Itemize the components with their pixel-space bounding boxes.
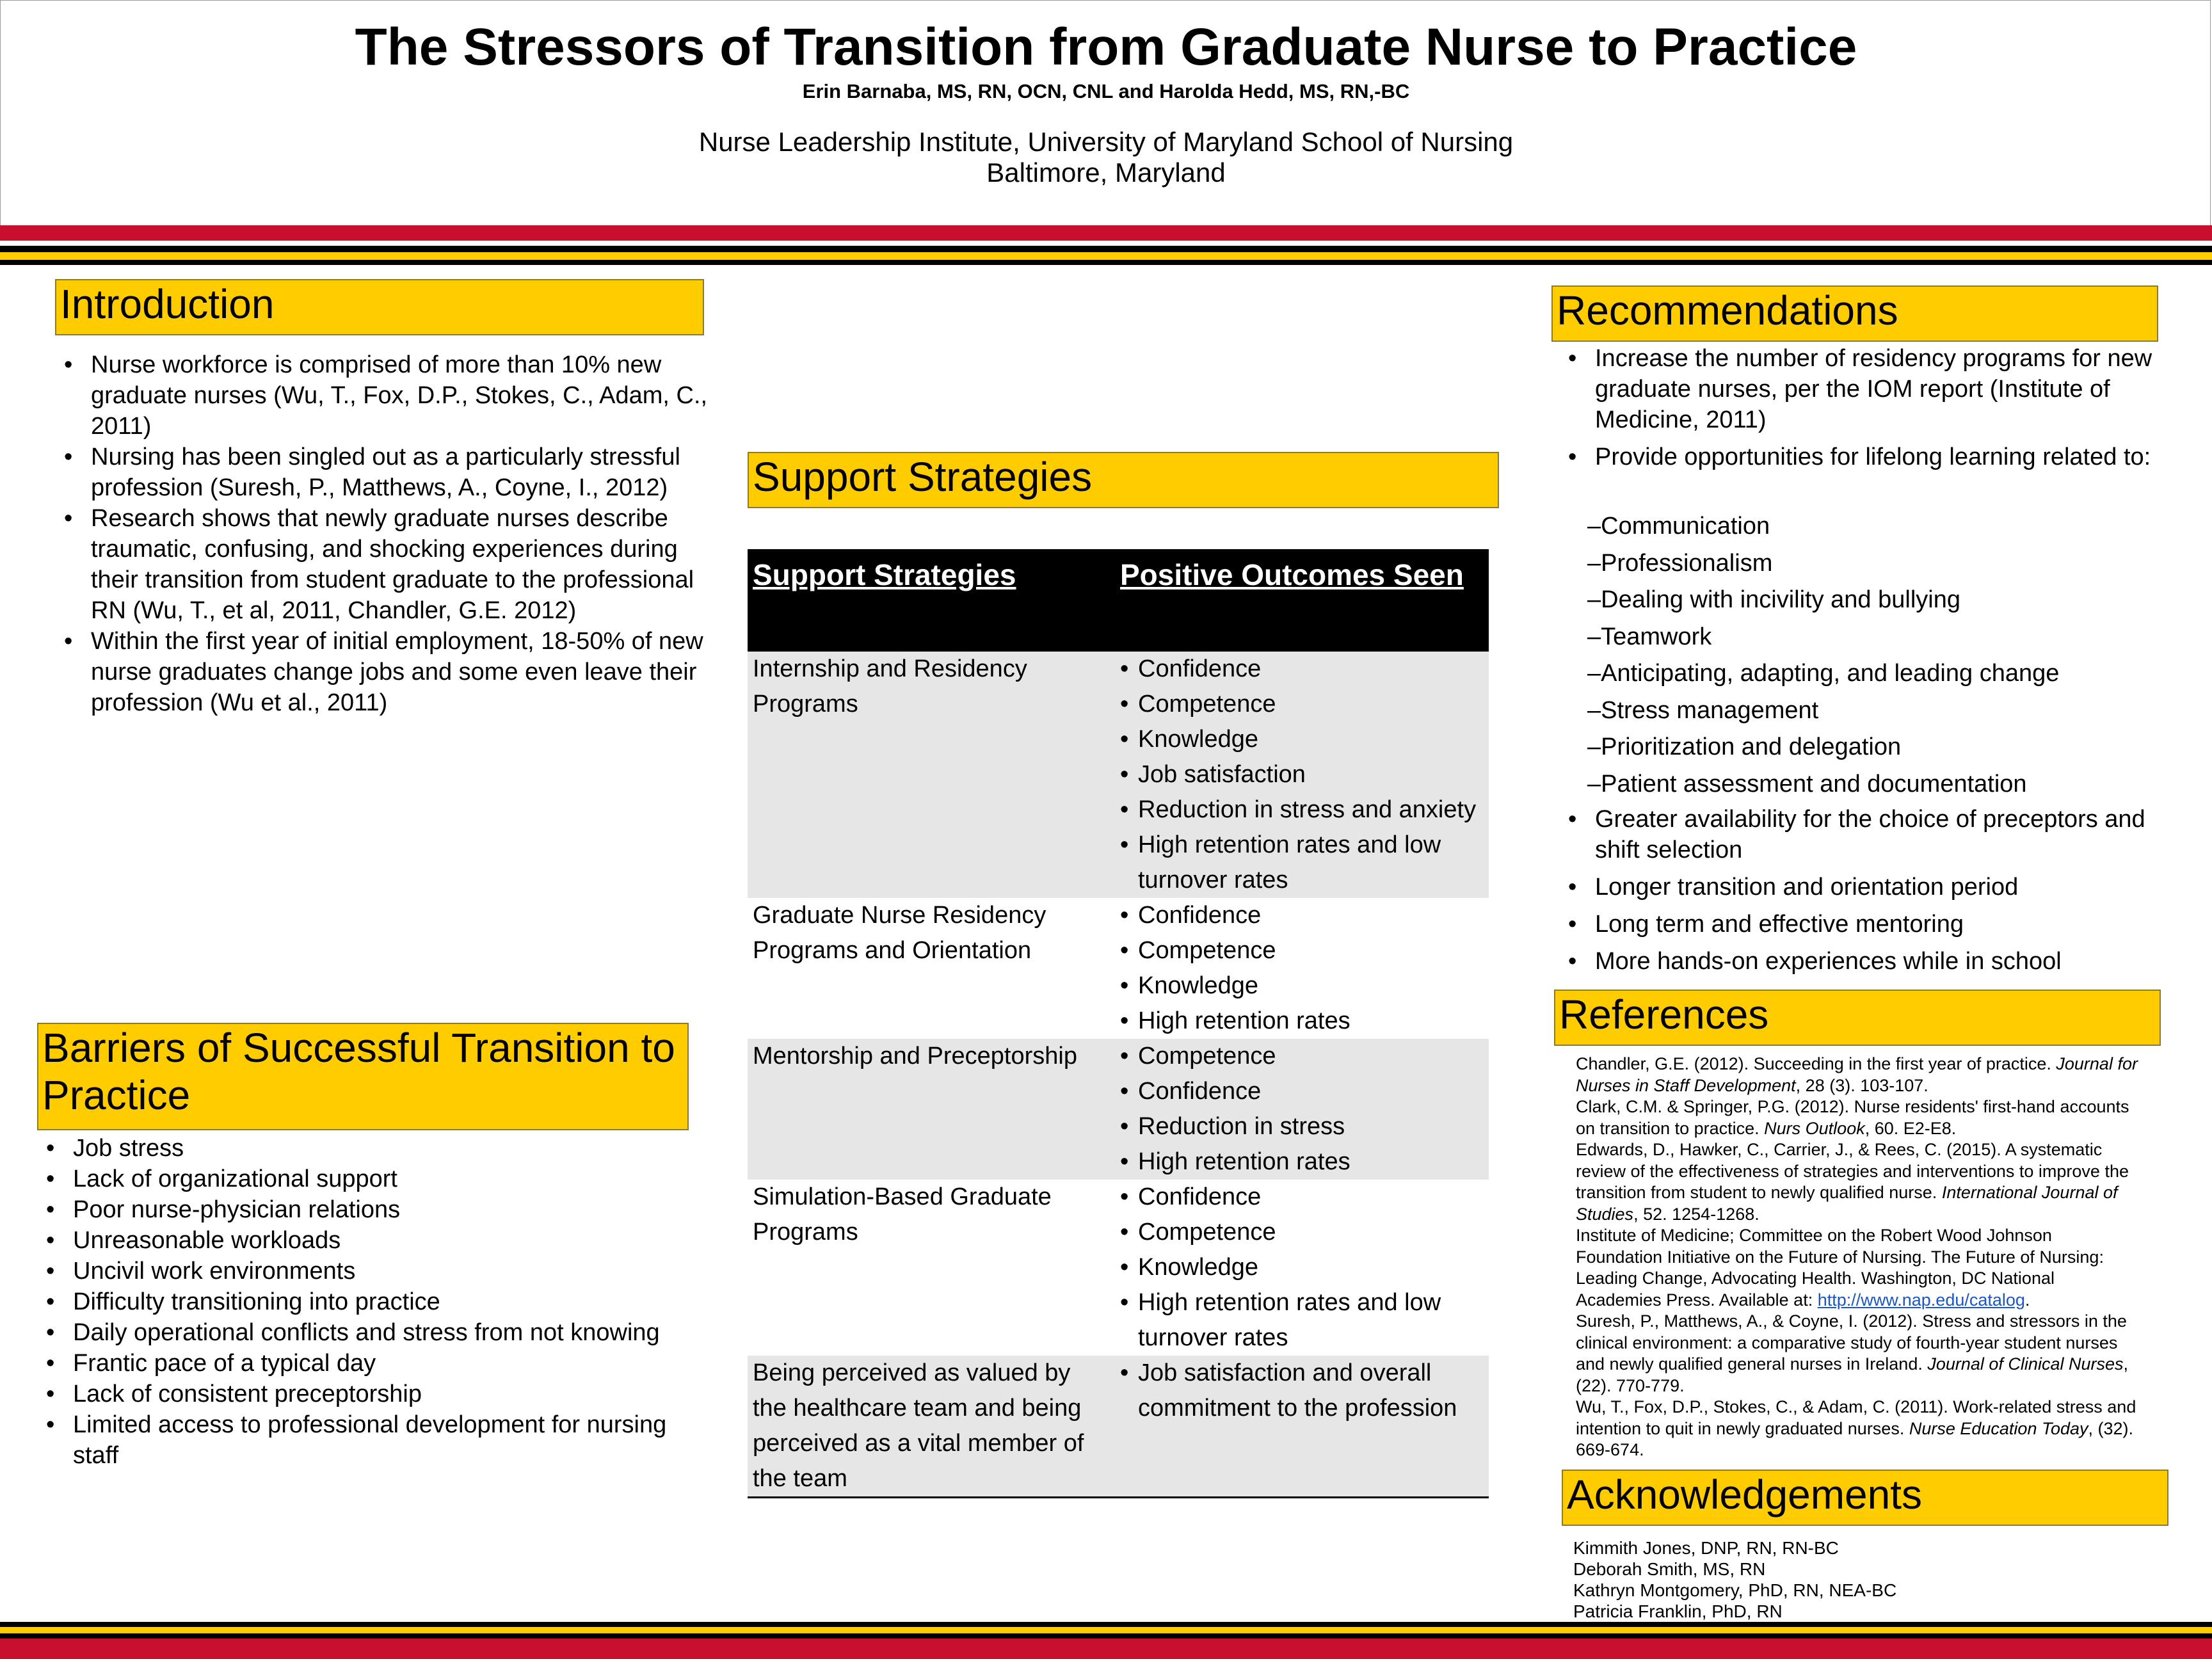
list-item: • Research shows that newly graduate nurses describe traumatic, confusing, and shocking experiences during their transition from student graduate to the professional RN (Wu, T., et al, 2011, Chandler, G.E. 2012)	[55, 503, 708, 626]
outcome-item: • Competence	[1120, 687, 1484, 722]
sub-item: –Professionalism	[1587, 549, 1773, 577]
reference-item: Edwards, D., Hawker, C., Carrier, J., & Rees, C. (2015). A systematic review of the effectiveness of strategies and interventions to improve the transition from student to newly qualified nurse. International Journal of Studies, 52. 1254-1268.	[1576, 1140, 2129, 1224]
list-item: • Within the first year of initial employment, 18-50% of new nurse graduates change jobs and some even leave their profession (Wu et al., 2011)	[55, 626, 708, 718]
bottom-gold-stripe	[0, 1627, 2212, 1633]
reference-item: Chandler, G.E. (2012). Succeeding in the first year of practice. Journal for Nurses in Staff Development, 28 (3). 103-107.	[1576, 1054, 2138, 1095]
outcome-item: • Confidence	[1120, 898, 1484, 933]
sub-item: –Teamwork	[1587, 623, 1712, 650]
bottom-red-band	[0, 1639, 2212, 1659]
strategy-cell: Being perceived as valued by the healthcare team and being perceived as a vital member of the team	[748, 1356, 1115, 1498]
outcome-item: • Confidence	[1120, 1180, 1484, 1215]
bottom-black-stripe	[0, 1622, 2212, 1627]
list-item: • Limited access to professional development for nursing staff	[37, 1409, 677, 1471]
strategy-cell: Internship and Residency Programs	[748, 652, 1115, 898]
list-item: • Daily operational conflicts and stress from not knowing	[37, 1317, 677, 1348]
outcome-item: • Competence	[1120, 933, 1484, 968]
outcome-item: • Knowledge	[1120, 722, 1484, 757]
outcomes-cell	[1115, 652, 1489, 898]
recommendations-heading: Recommendations	[1551, 285, 2158, 342]
support-strategies-heading: Support Strategies	[748, 452, 1499, 508]
outcomes-cell	[1115, 1356, 1489, 1498]
recommendations-list-2	[1559, 804, 2154, 977]
list-item: • Nurse workforce is comprised of more than 10% new graduate nurses (Wu, T., Fox, D.P., Stokes, C., Adam, C., 2011)	[55, 349, 708, 442]
list-item: • Unreasonable workloads	[37, 1225, 677, 1256]
reference-item: Suresh, P., Matthews, A., & Coyne, I. (2012). Stress and stressors in the clinical environment: a comparative study of fourth-year student nurses and newly qualified general nurses in Ireland. Journal of Clinical Nurses, (22). 770-779.	[1576, 1311, 2128, 1395]
outcome-item: • Knowledge	[1120, 968, 1484, 1004]
poster-title: The Stressors of Transition from Graduate Nurse to Practice	[355, 18, 1857, 76]
strategy-cell: Graduate Nurse Residency Programs and Orientation	[753, 902, 1046, 964]
sub-item: –Prioritization and delegation	[1587, 733, 1902, 760]
support-strategies-table	[748, 549, 1489, 1498]
catalog-link[interactable]: http://www.nap.edu/catalog	[1817, 1290, 2025, 1310]
list-item: • Longer transition and orientation period	[1559, 872, 2154, 902]
top-black-stripe	[0, 246, 2212, 252]
list-item: • Lack of organizational support	[37, 1164, 677, 1194]
top-white-stripe	[0, 241, 2212, 246]
outcome-item: • Knowledge	[1120, 1250, 1484, 1285]
acknowledgements-list	[1573, 1537, 1896, 1622]
outcome-item: • High retention rates	[1120, 1144, 1484, 1180]
bottom-black-stripe-2	[0, 1633, 2212, 1639]
table-row	[748, 898, 1489, 1039]
references-list	[1576, 1054, 2139, 1461]
sub-item: –Anticipating, adapting, and leading change	[1587, 660, 2060, 687]
column-header-outcomes: Positive Outcomes Seen	[1115, 549, 1489, 652]
outcome-item: • High retention rates and low turnover rates	[1120, 828, 1484, 898]
institution-line: Nurse Leadership Institute, University of Maryland School of Nursing	[698, 127, 1514, 157]
outcomes-cell	[1115, 1039, 1489, 1180]
outcome-item: • Job satisfaction	[1120, 757, 1484, 792]
poster-authors: Erin Barnaba, MS, RN, OCN, CNL and Harolda Hedd, MS, RN,-BC	[802, 80, 1410, 102]
list-item: • Uncivil work environments	[37, 1256, 677, 1286]
barriers-heading: Barriers of Successful Transition to Practice	[37, 1023, 689, 1130]
ack-name: Kimmith Jones, DNP, RN, RN-BC	[1573, 1538, 1839, 1558]
list-item: • Greater availability for the choice of preceptors and shift selection	[1559, 804, 2154, 865]
references-heading: References	[1554, 990, 2161, 1046]
list-item: • Job stress	[37, 1133, 677, 1164]
top-black-stripe-2	[0, 260, 2212, 265]
outcome-item: • Competence	[1120, 1215, 1484, 1250]
reference-item: Clark, C.M. & Springer, P.G. (2012). Nurse residents' first-hand accounts on transition to practice. Nurs Outlook, 60. E2-E8.	[1576, 1097, 2129, 1138]
institution-location: Baltimore, Maryland	[986, 157, 1226, 188]
table-header-row	[748, 549, 1489, 652]
top-red-band	[0, 225, 2212, 241]
sub-item: –Dealing with incivility and bullying	[1587, 586, 1960, 613]
outcome-item: • Confidence	[1120, 652, 1484, 687]
list-item: • Frantic pace of a typical day	[37, 1348, 677, 1379]
ack-name: Patricia Franklin, PhD, RN	[1573, 1601, 1783, 1621]
acknowledgements-heading: Acknowledgements	[1562, 1470, 2168, 1526]
outcomes-cell	[1115, 1180, 1489, 1356]
table-row	[748, 1180, 1489, 1356]
outcome-item: • High retention rates	[1120, 1004, 1484, 1039]
column-header-strategies: Support Strategies	[748, 549, 1115, 652]
outcomes-cell	[1115, 898, 1489, 1039]
list-item: • Provide opportunities for lifelong learning related to:	[1559, 442, 2154, 472]
list-item: • Lack of consistent preceptorship	[37, 1379, 677, 1409]
list-item: • Poor nurse-physician relations	[37, 1194, 677, 1225]
barriers-list	[37, 1133, 677, 1471]
table-row	[748, 652, 1489, 898]
sub-item: –Patient assessment and documentation	[1587, 770, 2027, 797]
sub-item: –Stress management	[1587, 696, 1819, 724]
list-item: • Long term and effective mentoring	[1559, 909, 2154, 940]
recommendations-sublist	[1587, 508, 2151, 803]
ack-name: Kathryn Montgomery, PhD, RN, NEA-BC	[1573, 1580, 1897, 1600]
strategy-cell: Mentorship and Preceptorship	[748, 1039, 1115, 1180]
outcome-item: • Job satisfaction and overall commitment to the profession	[1120, 1356, 1484, 1426]
strategy-cell: Simulation-Based Graduate Programs	[753, 1183, 1052, 1246]
outcome-item: • Reduction in stress and anxiety	[1120, 792, 1484, 828]
reference-item: Wu, T., Fox, D.P., Stokes, C., & Adam, C. (2011). Work-related stress and intention to quit in newly graduated nurses. Nurse Education Today, (32). 669-674.	[1576, 1397, 2136, 1459]
outcome-item: • Competence	[1120, 1039, 1484, 1074]
sub-item: –Communication	[1587, 513, 1770, 540]
outcome-item: • High retention rates and low turnover rates	[1120, 1285, 1484, 1356]
list-item: • More hands-on experiences while in school	[1559, 946, 2154, 977]
list-item: • Nursing has been singled out as a particularly stressful profession (Suresh, P., Matthews, A., Coyne, I., 2012)	[55, 442, 708, 503]
list-item: • Increase the number of residency programs for new graduate nurses, per the IOM report (Institute of Medicine, 2011)	[1559, 343, 2154, 435]
outcome-item: • Confidence	[1120, 1074, 1484, 1109]
recommendations-list	[1559, 343, 2154, 479]
list-item: • Difficulty transitioning into practice	[37, 1286, 677, 1317]
table-row	[748, 1356, 1489, 1498]
outcome-item: • Reduction in stress	[1120, 1109, 1484, 1144]
ack-name: Deborah Smith, MS, RN	[1573, 1559, 1766, 1579]
reference-item: Institute of Medicine; Committee on the Robert Wood Johnson Foundation Initiative on the Future of Nursing. The Future of Nursing: Leading Change, Advocating Health. Washington, DC National Academies Press. Available at: http://www.nap.edu/catalog.	[1576, 1226, 2104, 1310]
table-row	[748, 1039, 1489, 1180]
top-gold-stripe	[0, 252, 2212, 260]
introduction-list	[55, 349, 708, 718]
introduction-heading: Introduction	[55, 279, 704, 335]
